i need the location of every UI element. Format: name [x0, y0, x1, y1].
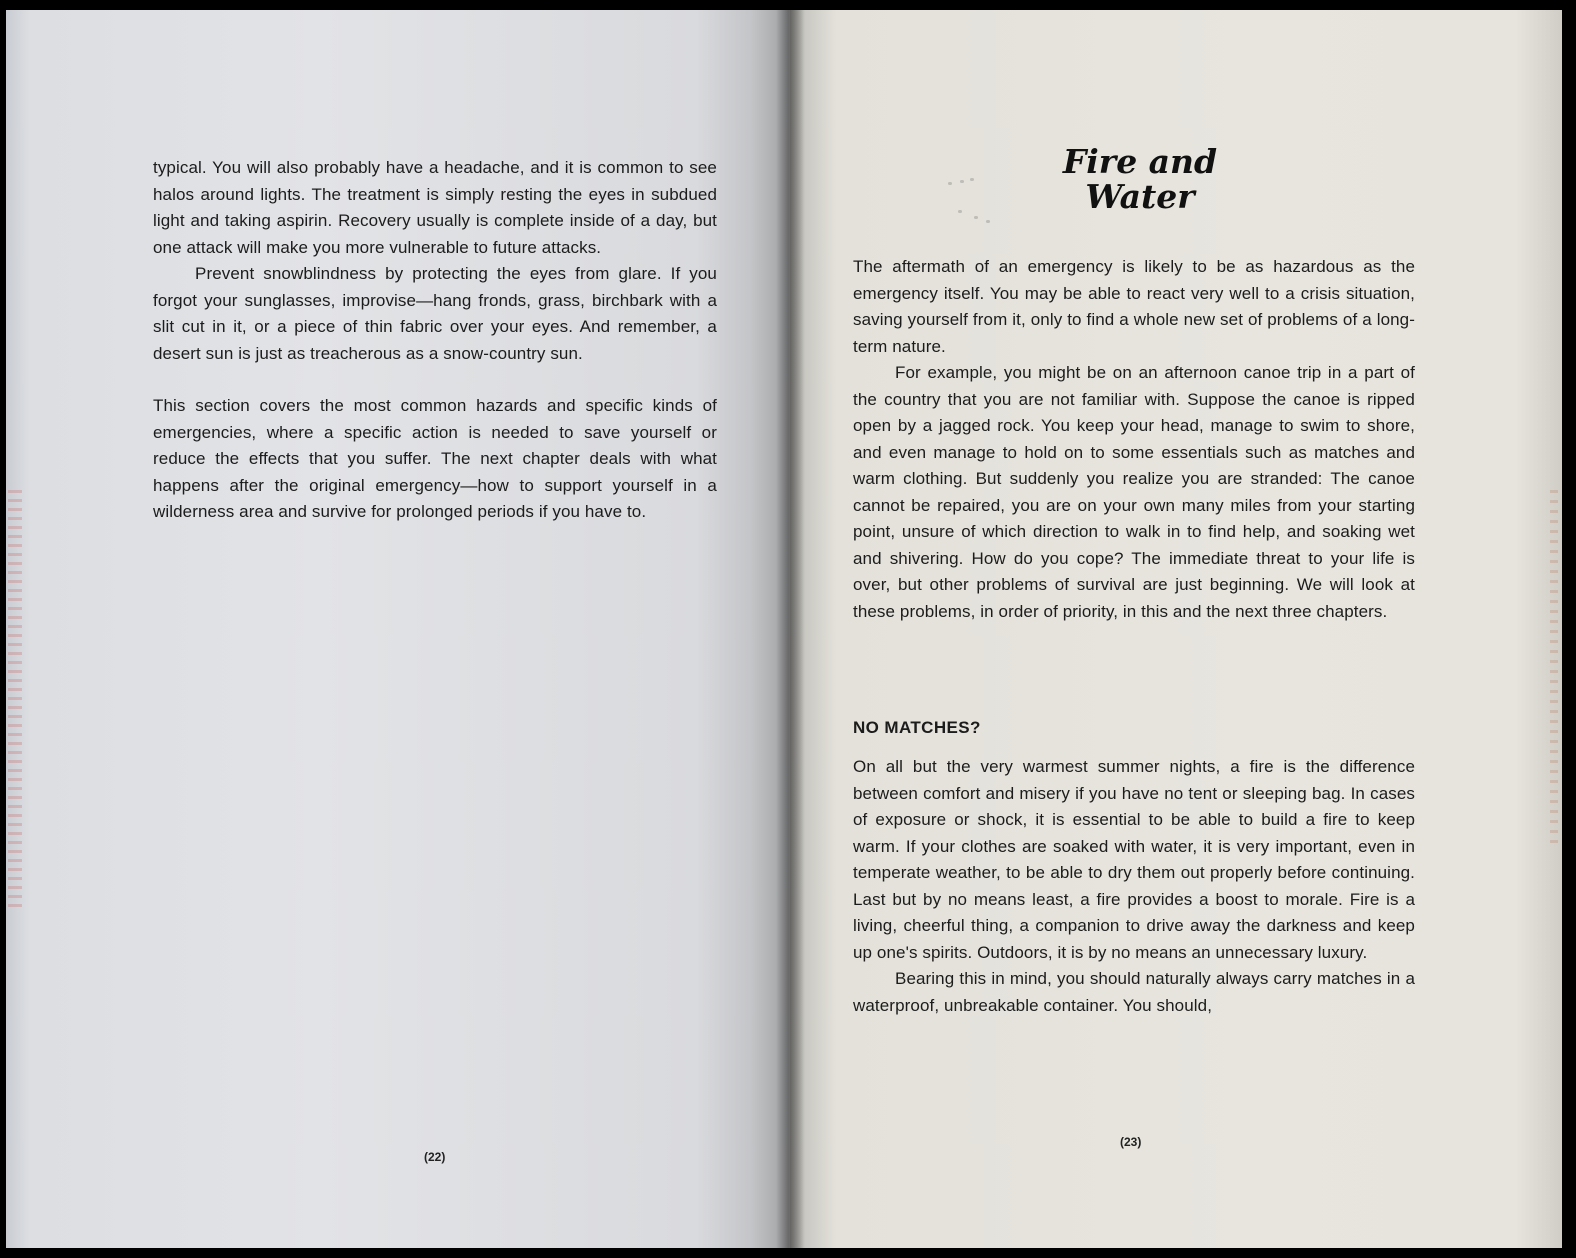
page-number-left: (22) — [424, 1150, 446, 1164]
left-paragraph-1: typical. You will also probably have a headache, and it is common to see halos around lights. The treatment is simply resting the eyes in subdued light and taking aspirin. Recovery usually is complete inside of a day, but one attack will make you more vulnerable to future attacks. — [153, 158, 717, 257]
section-body — [853, 754, 1415, 1019]
page-edge-marks — [8, 490, 22, 910]
chapter-title-line-1: Fire and — [1062, 142, 1218, 181]
left-page — [6, 10, 790, 1248]
chapter-title-line-2: Water — [1085, 177, 1195, 216]
section-paragraph-1: On all but the very warmest summer nights, a fire is the difference between comfort and misery if you have no tent or sleeping bag. In cases of exposure or shock, it is essential to be able to build a fire to keep warm. If your clothes are soaked with water, it is very important, even in temperate weather, to be able to dry them out properly before continuing. Last but by no means least, a fire provides a boost to morale. Fire is a living, cheerful thing, a companion to drive away the darkness and keep up one's spirits. Outdoors, it is by no means an unnecessary luxury. — [853, 757, 1415, 962]
left-page-body — [153, 155, 717, 526]
right-page — [790, 10, 1562, 1248]
intro-paragraph-2: For example, you might be on an afternoon canoe trip in a part of the country that you are not familiar with. Suppose the canoe is ripped open by a jagged rock. You keep your head, manage to swim to shore, and even manage to hold on to some essentials such as matches and warm clothing. But suddenly you realize you are stranded: The canoe cannot be repaired, you are on your own many miles from your starting point, unsure of which direction to walk in to find help, and soaking wet and shivering. How do you cope? The immediate threat to your life is over, but other problems of survival are just beginning. We will look at these problems, in order of priority, in this and the next three chapters. — [853, 363, 1415, 621]
intro-paragraph-1: The aftermath of an emergency is likely to be as hazardous as the emergency itself. You may be able to react very well to a crisis situation, saving yourself from it, only to find a whole new set of problems of a long-term nature. — [853, 257, 1415, 356]
section-paragraph-2: Bearing this in mind, you should naturally always carry matches in a waterproof, unbreakable container. You should, — [853, 969, 1415, 1015]
left-paragraph-2: Prevent snowblindness by protecting the eyes from glare. If you forgot your sunglasses, improvise—hang fronds, grass, birchbark with a slit cut in it, or a piece of thin fabric over your eyes. And remember, a desert sun is just as treacherous as a snow-country sun. — [153, 264, 717, 363]
page-number-right: (23) — [1120, 1135, 1142, 1149]
chapter-intro — [853, 254, 1415, 625]
left-paragraph-3: This section covers the most common hazards and specific kinds of emergencies, where a specific action is needed to save yourself or reduce the effects that you suffer. The next chapter deals with what happens after the original emergency—how to support yourself in a wilderness area and survive for prolonged periods if you have to. — [153, 396, 717, 521]
section-heading: NO MATCHES? — [853, 718, 981, 737]
page-edge-marks-right — [1550, 490, 1558, 850]
book-spine-shadow — [776, 10, 804, 1248]
chapter-title — [940, 144, 1340, 214]
